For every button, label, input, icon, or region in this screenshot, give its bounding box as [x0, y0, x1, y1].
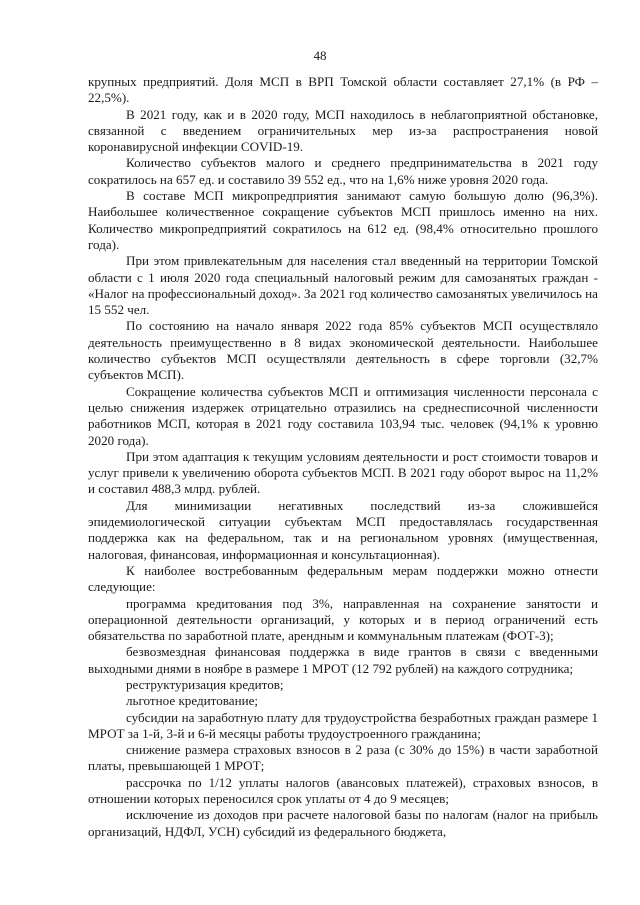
- list-item-8: исключение из доходов при расчете налоговой базы по налогам (налог на прибыль организаций, НДФЛ, УСН) субсидий из федерального бюджета,: [88, 807, 598, 839]
- paragraph-1: крупных предприятий. Доля МСП в ВРП Томской области составляет 27,1% (в РФ – 22,5%).: [88, 74, 598, 106]
- list-item-4: льготное кредитование;: [126, 693, 259, 709]
- paragraph-3: Количество субъектов малого и среднего предпринимательства в 2021 году сократилось на 657 ед. и составило 39 552 ед., что на 1,6% ниже уровня 2020 года.: [88, 155, 598, 187]
- list-item-5: субсидии на заработную плату для трудоустройства безработных граждан размере 1 МРОТ за 1-й, 3-й и 6-й месяцы работы трудоустроенного гражданина;: [88, 709, 598, 741]
- paragraph-10: К наиболее востребованным федеральным мерам поддержки можно отнести следующие:: [88, 562, 598, 595]
- body-text: [88, 74, 598, 840]
- page-number: 48: [313, 48, 327, 63]
- paragraph-9: Для минимизации негативных последствий из-за сложившейся эпидемиологической ситуации субъектам МСП предоставлялась государственная поддержка как на федеральном, так и на региональном уровнях (имущественная, налоговая, финансовая, информационная и консультационная).: [88, 497, 598, 562]
- paragraph-7: Сокращение количества субъектов МСП и оптимизация численности персонала с целью снижения издержек отрицательно отразились на среднесписочной численности работников МСП, которая в 2021 году составила 103,94 тыс. человек (94,1% к уровню 2020 года).: [88, 383, 598, 448]
- paragraph-5: При этом привлекательным для населения стал введенный на территории Томской области с 1 июля 2020 года специальный налоговый режим для самозанятых граждан - «Налог на профессиональный доход». За 2021 год количество самозанятых увеличилось на 15 552 чел.: [88, 253, 598, 318]
- paragraph-6: По состоянию на начало января 2022 года 85% субъектов МСП осуществляло деятельность преимущественно в 8 видах экономической деятельности. Наибольшее количество субъектов МСП осуществляли деятельность в сфере торговли (32,7% субъектов МСП).: [88, 318, 598, 383]
- list-item-2: безвозмездная финансовая поддержка в виде грантов в связи с введенными выходными днями в ноябре в размере 1 МРОТ (12 792 рублей) на каждого сотрудника;: [88, 644, 598, 676]
- list-item-7: рассрочка по 1/12 уплаты налогов (авансовых платежей), страховых взносов, в отношении которых переносился срок уплаты от 4 до 9 месяцев;: [88, 774, 598, 807]
- list-item-6: снижение размера страховых взносов в 2 раза (с 30% до 15%) в части заработной платы, превышающей 1 МРОТ;: [88, 742, 598, 774]
- list-item-1: программа кредитования под 3%, направленная на сохранение занятости и операционной деятельности организаций, у которых и в период ограничений есть обязательства по заработной плате, арендным и коммунальным платежам (ФОТ-3);: [88, 595, 598, 644]
- list-item-3: реструктуризация кредитов;: [126, 676, 284, 692]
- paragraph-8: При этом адаптация к текущим условиям деятельности и рост стоимости товаров и услуг привели к увеличению оборота субъектов МСП. В 2021 году оборот вырос на 11,2% и составил 488,3 млрд. рублей.: [88, 448, 598, 497]
- paragraph-4: В составе МСП микропредприятия занимают самую большую долю (96,3%). Наибольшее количественное сокращение субъектов МСП пришлось именно на них. Количество микропредприятий сократилось на 612 ед. (98,4% относительно прошлого года).: [88, 188, 598, 252]
- paragraph-2: В 2021 году, как и в 2020 году, МСП находилось в неблагоприятной обстановке, связанной с введением ограничительных мер из-за распространения новой коронавирусной инфекции COVID-19.: [88, 106, 598, 155]
